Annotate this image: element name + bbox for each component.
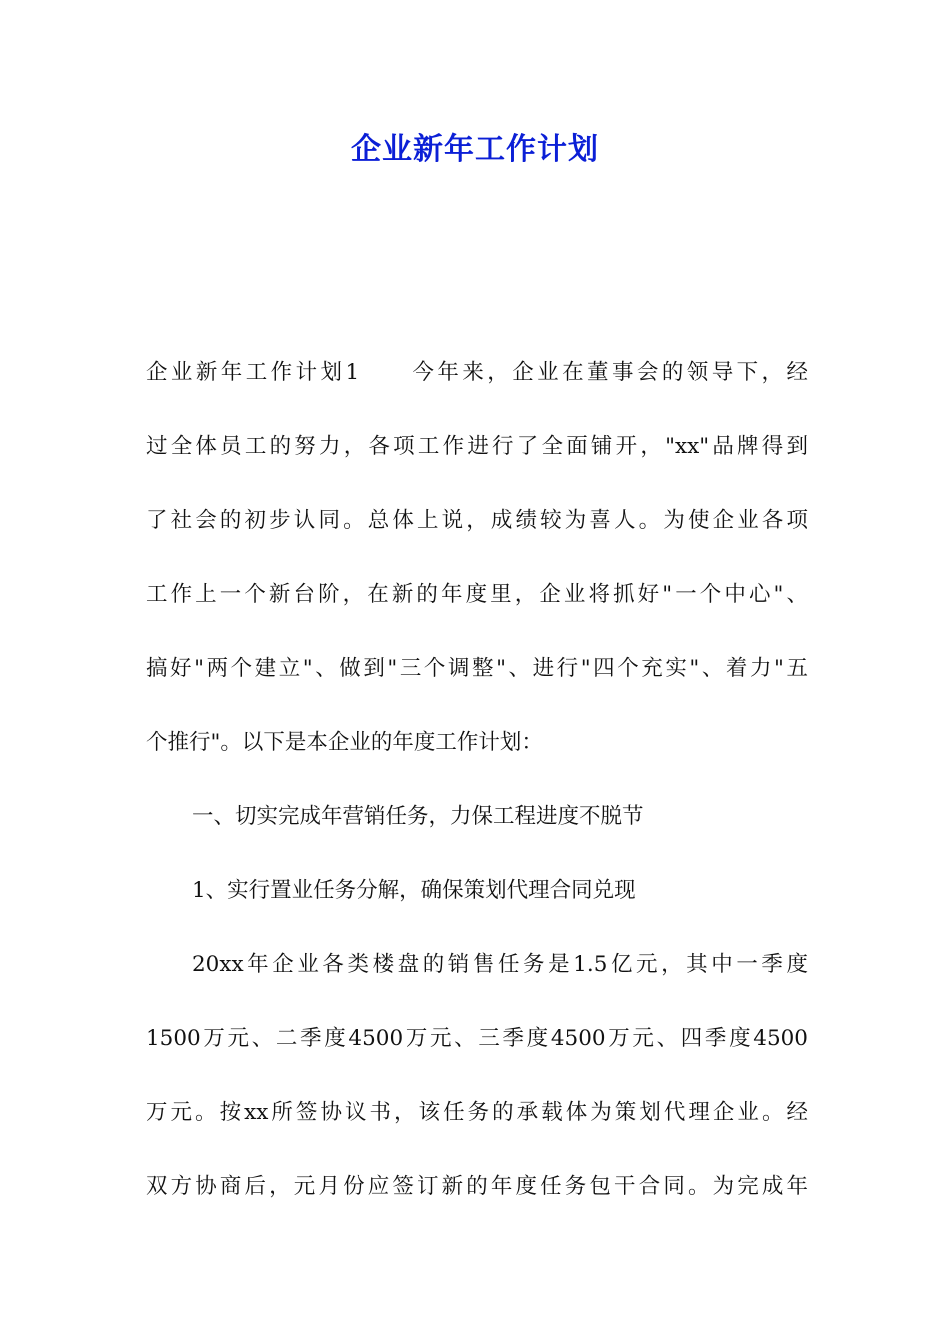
body-line-1: 企业新年工作计划1 今年来，企业在董事会的领导下，经 bbox=[146, 360, 808, 385]
document-title: 企业新年工作计划 bbox=[351, 132, 599, 167]
body-line-12: 双方协商后，元月份应签订新的年度任务包干合同。为完成年 bbox=[146, 1174, 808, 1199]
body-line-2: 过全体员工的努力，各项工作进行了全面铺开，"xx"品牌得到 bbox=[146, 434, 808, 459]
body-line-6: 个推行"。以下是本企业的年度工作计划： bbox=[146, 730, 543, 755]
document-body bbox=[146, 336, 808, 1224]
section-heading-1: 一、切实完成年营销任务，力保工程进度不脱节 bbox=[192, 804, 644, 829]
body-line-11: 万元。按xx所签协议书，该任务的承载体为策划代理企业。经 bbox=[146, 1100, 808, 1125]
body-line-3: 了社会的初步认同。总体上说，成绩较为喜人。为使企业各项 bbox=[146, 508, 808, 533]
body-line-9: 20xx年企业各类楼盘的销售任务是1.5亿元，其中一季度 bbox=[192, 952, 808, 977]
body-line-10: 1500万元、二季度4500万元、三季度4500万元、四季度4500 bbox=[146, 1026, 808, 1051]
body-line-4: 工作上一个新台阶，在新的年度里，企业将抓好"一个中心"、 bbox=[146, 582, 808, 607]
subsection-heading-1: 1、实行置业任务分解，确保策划代理合同兑现 bbox=[192, 878, 636, 903]
body-line-5: 搞好"两个建立"、做到"三个调整"、进行"四个充实"、着力"五 bbox=[146, 656, 808, 681]
